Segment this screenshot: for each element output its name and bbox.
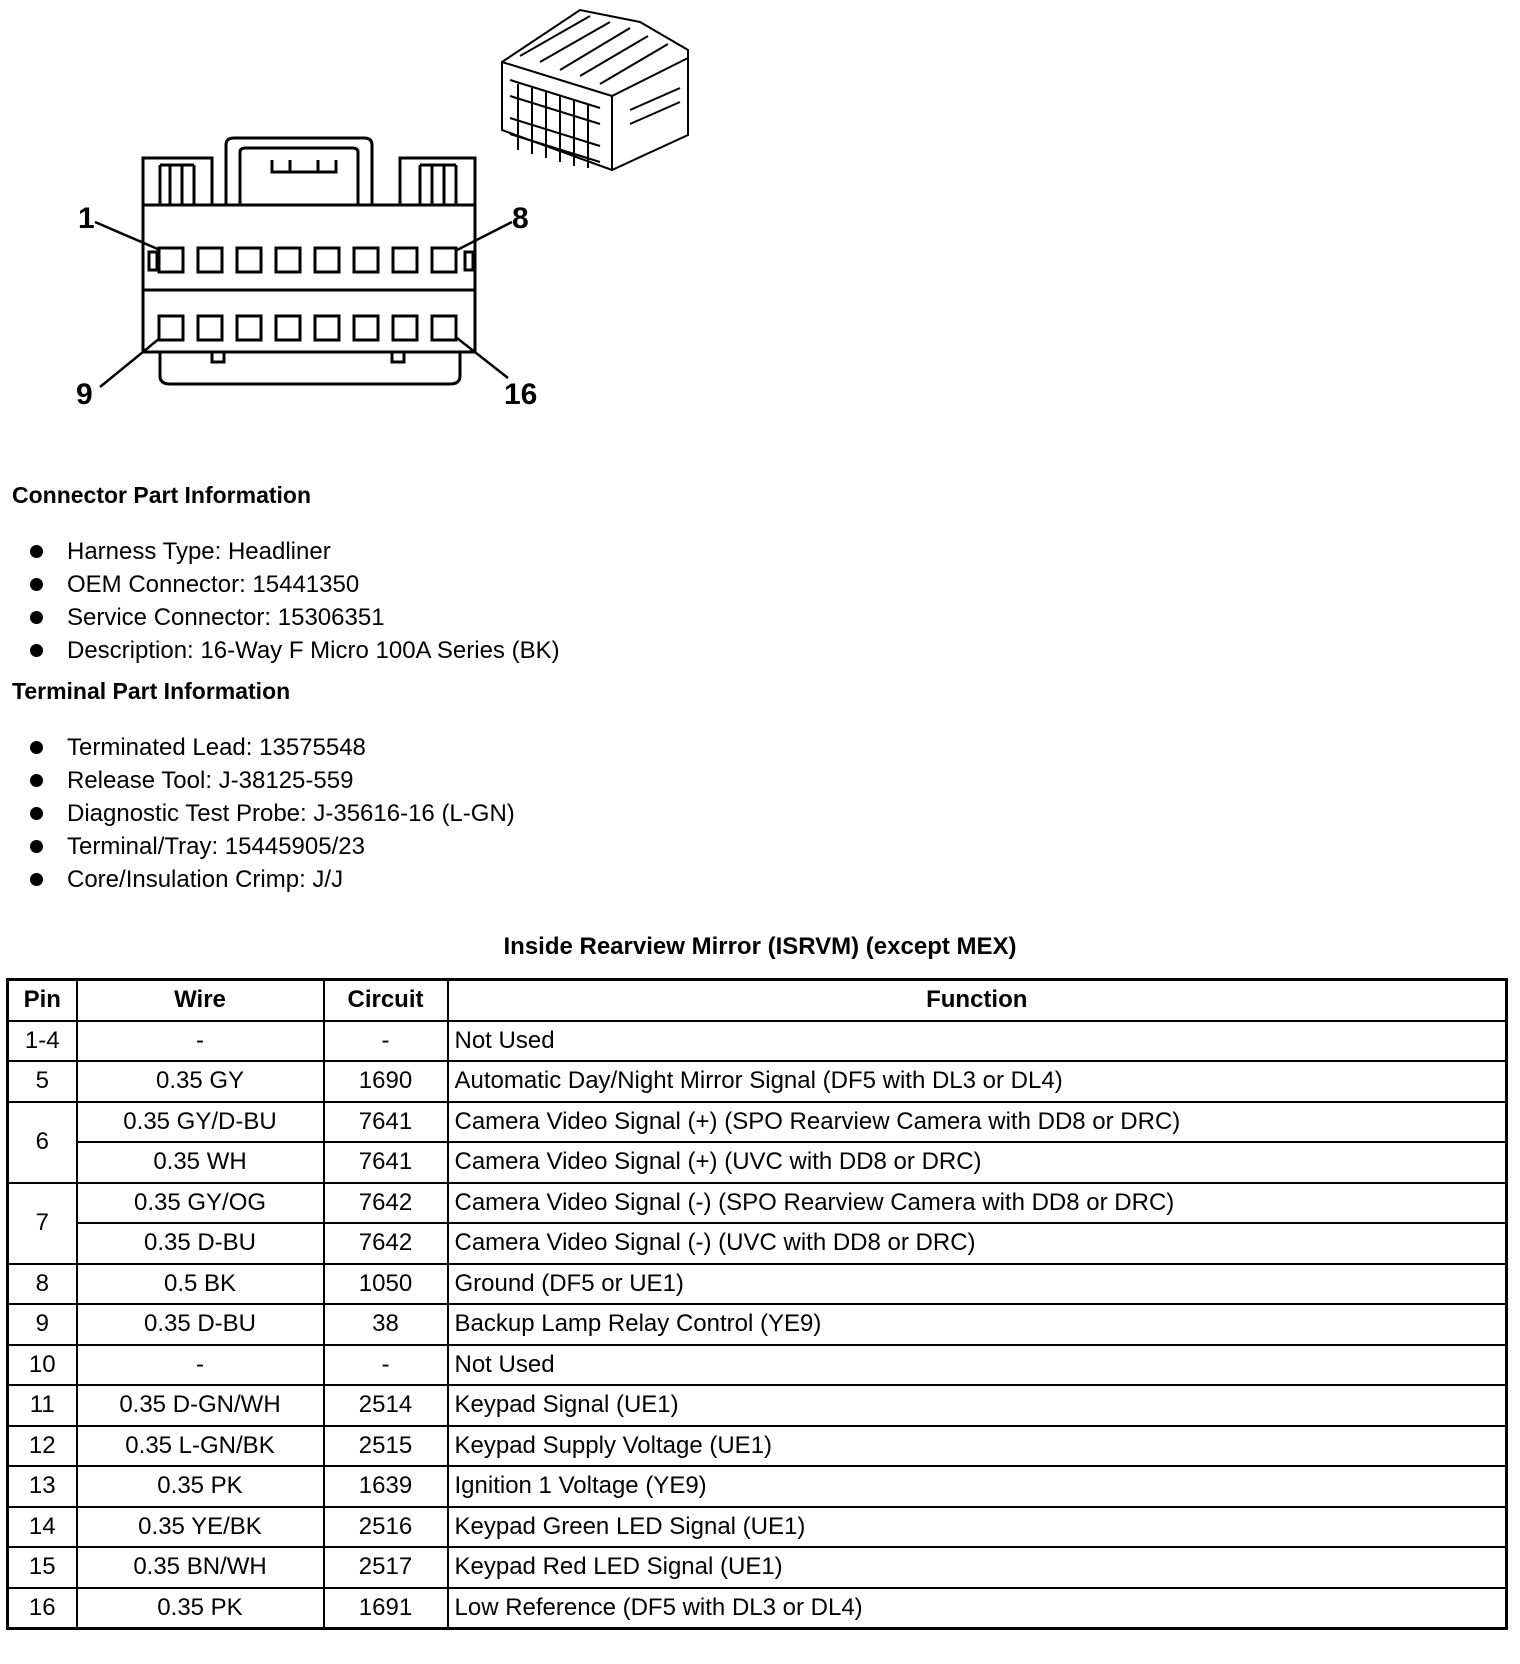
wire-cell: 0.35 BN/WH bbox=[77, 1547, 324, 1588]
wire-cell: 0.35 D-GN/WH bbox=[77, 1385, 324, 1426]
pin-label-8: 8 bbox=[512, 202, 529, 235]
table-row bbox=[8, 1547, 1507, 1588]
list-item: OEM Connector: 15441350 bbox=[24, 568, 560, 601]
circuit-cell: 2517 bbox=[324, 1547, 448, 1588]
wire-cell: 0.35 PK bbox=[77, 1466, 324, 1507]
wire-cell: 0.35 D-BU bbox=[77, 1223, 324, 1264]
function-cell: Backup Lamp Relay Control (YE9) bbox=[448, 1304, 1507, 1345]
list-item: Description: 16-Way F Micro 100A Series (BK) bbox=[24, 634, 560, 667]
wire-cell: 0.35 WH bbox=[77, 1142, 324, 1183]
connector-diagram bbox=[0, 0, 720, 430]
bullet-icon bbox=[30, 774, 43, 787]
table-row bbox=[8, 1304, 1507, 1345]
bullet-icon bbox=[30, 873, 43, 886]
table-row bbox=[8, 1223, 1507, 1264]
function-cell: Camera Video Signal (-) (SPO Rearview Camera with DD8 or DRC) bbox=[448, 1183, 1507, 1224]
pin-table bbox=[6, 978, 1508, 1630]
table-row bbox=[8, 1021, 1507, 1062]
connector-part-info-list bbox=[24, 535, 560, 667]
function-cell: Automatic Day/Night Mirror Signal (DF5 with DL3 or DL4) bbox=[448, 1061, 1507, 1102]
pin-cell: 5 bbox=[8, 1061, 77, 1102]
list-item: Core/Insulation Crimp: J/J bbox=[24, 863, 515, 896]
circuit-cell: 1691 bbox=[324, 1588, 448, 1629]
pin-cell: 12 bbox=[8, 1426, 77, 1467]
circuit-cell: - bbox=[324, 1021, 448, 1062]
pin-cell: 6 bbox=[8, 1102, 77, 1183]
function-column-header: Function bbox=[448, 980, 1507, 1021]
function-cell: Not Used bbox=[448, 1021, 1507, 1062]
circuit-cell: 7641 bbox=[324, 1142, 448, 1183]
table-row bbox=[8, 1102, 1507, 1143]
list-item: Terminal/Tray: 15445905/23 bbox=[24, 830, 515, 863]
list-item: Harness Type: Headliner bbox=[24, 535, 560, 568]
pin-label-16: 16 bbox=[504, 378, 538, 411]
function-cell: Keypad Green LED Signal (UE1) bbox=[448, 1507, 1507, 1548]
bullet-icon bbox=[30, 807, 43, 820]
wire-cell: 0.35 L-GN/BK bbox=[77, 1426, 324, 1467]
terminal-part-info-heading: Terminal Part Information bbox=[12, 678, 291, 704]
pin-column-header: Pin bbox=[8, 980, 77, 1021]
list-item: Diagnostic Test Probe: J-35616-16 (L-GN) bbox=[24, 797, 515, 830]
bullet-icon bbox=[30, 545, 43, 558]
table-row bbox=[8, 1142, 1507, 1183]
pin-cell: 16 bbox=[8, 1588, 77, 1629]
pin-cell: 14 bbox=[8, 1507, 77, 1548]
pin-table-title: Inside Rearview Mirror (ISRVM) (except MEX) bbox=[503, 933, 1017, 960]
cavity-row-top bbox=[159, 248, 456, 272]
circuit-cell: 2514 bbox=[324, 1385, 448, 1426]
table-row bbox=[8, 1466, 1507, 1507]
wire-cell: - bbox=[77, 1021, 324, 1062]
connector-face-drawing bbox=[0, 0, 720, 430]
function-cell: Not Used bbox=[448, 1345, 1507, 1386]
cavity-row-bottom bbox=[159, 316, 456, 340]
list-item: Terminated Lead: 13575548 bbox=[24, 731, 515, 764]
bullet-icon bbox=[30, 741, 43, 754]
list-item: Release Tool: J-38125-559 bbox=[24, 764, 515, 797]
wire-cell: - bbox=[77, 1345, 324, 1386]
table-header-row bbox=[8, 980, 1507, 1021]
wire-cell: 0.35 GY/D-BU bbox=[77, 1102, 324, 1143]
table-row bbox=[8, 1183, 1507, 1224]
pin-cell: 9 bbox=[8, 1304, 77, 1345]
leader-pin-8 bbox=[457, 222, 512, 250]
function-cell: Ignition 1 Voltage (YE9) bbox=[448, 1466, 1507, 1507]
connector-part-info-heading: Connector Part Information bbox=[12, 482, 312, 508]
table-row bbox=[8, 1385, 1507, 1426]
bullet-icon bbox=[30, 840, 43, 853]
wire-cell: 0.35 PK bbox=[77, 1588, 324, 1629]
circuit-cell: 7641 bbox=[324, 1102, 448, 1143]
pin-cell: 8 bbox=[8, 1264, 77, 1305]
function-cell: Keypad Red LED Signal (UE1) bbox=[448, 1547, 1507, 1588]
bullet-icon bbox=[30, 578, 43, 591]
leader-pin-9 bbox=[100, 338, 160, 387]
circuit-cell: 38 bbox=[324, 1304, 448, 1345]
terminal-part-info-list bbox=[24, 731, 515, 896]
wire-cell: 0.5 BK bbox=[77, 1264, 324, 1305]
leader-pin-1 bbox=[95, 222, 160, 250]
circuit-cell: 7642 bbox=[324, 1183, 448, 1224]
bullet-icon bbox=[30, 611, 43, 624]
wire-cell: 0.35 YE/BK bbox=[77, 1507, 324, 1548]
wire-cell: 0.35 D-BU bbox=[77, 1304, 324, 1345]
function-cell: Keypad Supply Voltage (UE1) bbox=[448, 1426, 1507, 1467]
table-row bbox=[8, 1264, 1507, 1305]
circuit-cell: 2515 bbox=[324, 1426, 448, 1467]
function-cell: Camera Video Signal (+) (SPO Rearview Camera with DD8 or DRC) bbox=[448, 1102, 1507, 1143]
pin-cell: 7 bbox=[8, 1183, 77, 1264]
circuit-column-header: Circuit bbox=[324, 980, 448, 1021]
bullet-icon bbox=[30, 644, 43, 657]
function-cell: Keypad Signal (UE1) bbox=[448, 1385, 1507, 1426]
pin-cell: 11 bbox=[8, 1385, 77, 1426]
circuit-cell: - bbox=[324, 1345, 448, 1386]
pin-cell: 13 bbox=[8, 1466, 77, 1507]
function-cell: Low Reference (DF5 with DL3 or DL4) bbox=[448, 1588, 1507, 1629]
table-row bbox=[8, 1345, 1507, 1386]
function-cell: Ground (DF5 or UE1) bbox=[448, 1264, 1507, 1305]
pin-cell: 15 bbox=[8, 1547, 77, 1588]
function-cell: Camera Video Signal (+) (UVC with DD8 or DRC) bbox=[448, 1142, 1507, 1183]
function-cell: Camera Video Signal (-) (UVC with DD8 or DRC) bbox=[448, 1223, 1507, 1264]
circuit-cell: 1690 bbox=[324, 1061, 448, 1102]
leader-pin-16 bbox=[457, 338, 508, 378]
table-row bbox=[8, 1507, 1507, 1548]
circuit-cell: 1050 bbox=[324, 1264, 448, 1305]
pin-label-9: 9 bbox=[76, 378, 93, 411]
table-row bbox=[8, 1588, 1507, 1629]
wire-column-header: Wire bbox=[77, 980, 324, 1021]
wire-cell: 0.35 GY bbox=[77, 1061, 324, 1102]
circuit-cell: 2516 bbox=[324, 1507, 448, 1548]
table-row bbox=[8, 1426, 1507, 1467]
connector-isometric-view bbox=[502, 10, 688, 170]
pin-cell: 10 bbox=[8, 1345, 77, 1386]
table-row bbox=[8, 1061, 1507, 1102]
pin-label-1: 1 bbox=[78, 202, 95, 235]
circuit-cell: 7642 bbox=[324, 1223, 448, 1264]
list-item: Service Connector: 15306351 bbox=[24, 601, 560, 634]
pin-cell: 1-4 bbox=[8, 1021, 77, 1062]
circuit-cell: 1639 bbox=[324, 1466, 448, 1507]
wire-cell: 0.35 GY/OG bbox=[77, 1183, 324, 1224]
